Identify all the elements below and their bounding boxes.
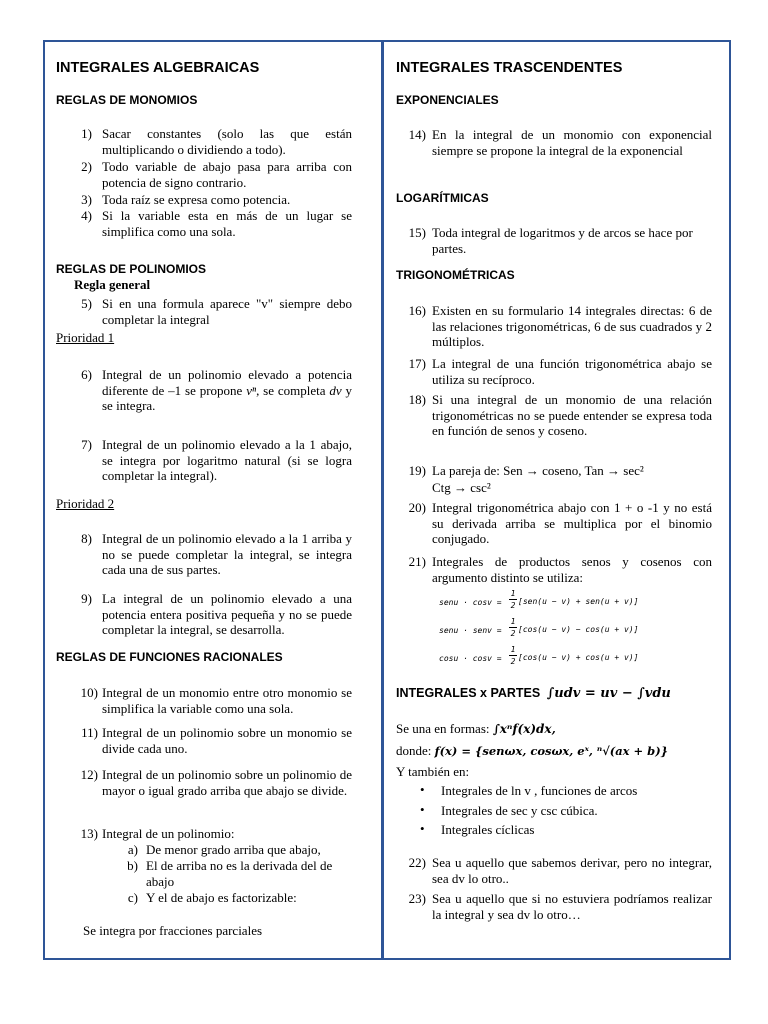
- sub-item: Y el de abajo es factorizable:: [146, 890, 297, 905]
- fraction-numerator: 1: [510, 645, 516, 654]
- item-number: 6): [81, 367, 92, 382]
- list-item: Sea u aquello que si no estuviera podríamos realizar la integral y sea dv lo otro…: [432, 891, 712, 922]
- formula-cosu-cosv-lhs: cosu · cosv =: [439, 654, 502, 663]
- list-item-continuation: Ctg → csc²: [432, 480, 491, 495]
- partes-line-2-text: donde:: [396, 743, 432, 758]
- sub-item: De menor grado arriba que abajo,: [146, 842, 321, 857]
- logaritmicas-heading: LOGARÍTMICAS: [396, 191, 489, 205]
- fraction-denominator: 2: [510, 601, 516, 610]
- fraction-bar: [509, 599, 517, 600]
- formula-senu-cosv-lhs: senu · cosv =: [439, 598, 502, 607]
- list-item: Integral de un polinomio sobre un polinomio de mayor o igual grado arriba que abajo se divide.: [102, 767, 352, 798]
- item-number: 16): [408, 303, 426, 318]
- formula-senu-senv-rhs: [cos(u − v) − cos(u + v)]: [518, 625, 639, 634]
- item-number: 8): [81, 531, 92, 546]
- bullet-dot: •: [420, 821, 425, 836]
- list-item: La pareja de: Sen → coseno, Tan → sec²: [432, 463, 644, 478]
- item6-text-b: , se completa: [256, 382, 326, 398]
- sub-item-letter: b): [127, 858, 138, 873]
- prioridad-1-label: Prioridad 1: [56, 330, 115, 345]
- bullet-dot: •: [420, 802, 425, 817]
- bullet-dot: •: [420, 782, 425, 797]
- fraction-bar: [509, 627, 517, 628]
- list-item: Todo variable de abajo pasa para arriba con potencia de signo contrario.: [102, 159, 352, 190]
- item-number: 15): [408, 225, 426, 240]
- sub-item-letter: a): [127, 842, 138, 857]
- polinomios-heading: REGLAS DE POLINOMIOS: [56, 262, 207, 276]
- list-item: Toda integral de logaritmos y de arcos se hace por partes.: [432, 225, 693, 256]
- partes-line-2: [396, 743, 668, 760]
- item-number: 13): [80, 826, 98, 841]
- list-item: Toda raíz se expresa como potencia.: [102, 192, 291, 207]
- item6-text-a: Integral de un polinomio elevado a potencia diferente de –1 se propone: [102, 367, 352, 398]
- partes-line-1: [396, 721, 556, 738]
- item-number: 21): [408, 554, 426, 569]
- bullet-item: Integrales de sec y csc cúbica.: [441, 803, 598, 818]
- item-number: 9): [81, 591, 92, 606]
- v-power-n-symbol: vⁿ: [246, 382, 257, 398]
- dv-symbol: dv: [329, 382, 342, 398]
- partes-heading-label: INTEGRALES x PARTES: [396, 686, 541, 700]
- left-title: INTEGRALES ALGEBRAICAS: [56, 60, 260, 76]
- formula-cosu-cosv-rhs: [cos(u − v) + cos(u + v)]: [518, 653, 639, 662]
- item-number: 17): [408, 356, 426, 371]
- list-item: La integral de un polinomio elevado a una potencia entera positiva pequeña y no se puede completar la integral, se desarrolla.: [102, 591, 352, 637]
- list-item: Si una integral de un monomio de una relación trigonométricas no se puede entender se expresa toda en función de senos y coseno.: [432, 392, 712, 438]
- item6-text-c: y se integra.: [102, 382, 353, 413]
- item-number: 22): [408, 855, 426, 870]
- formula-senu-senv-lhs: senu · senv =: [439, 626, 502, 635]
- fraction-denominator: 2: [510, 657, 516, 666]
- item-number: 18): [408, 392, 426, 407]
- fraction-denominator: 2: [510, 629, 516, 638]
- bullet-item: Integrales cíclicas: [441, 822, 535, 837]
- sub-item: El de arriba no es la derivada del de abajo: [146, 858, 333, 889]
- regla-general-label: Regla general: [74, 277, 151, 292]
- partes-line-1-text: Se una en formas:: [396, 721, 490, 736]
- partes-line-1-formula: ∫xⁿf(x)dx,: [492, 722, 556, 736]
- column-divider: [381, 40, 384, 960]
- bullet-item: Integrales de ln v , funciones de arcos: [441, 783, 638, 798]
- list-item: La integral de una función trigonométrica abajo se utiliza su recíproco.: [432, 356, 712, 387]
- fraction-bar: [509, 655, 517, 656]
- partes-line-2-formula: f(x) = {senωx, cosωx, eˣ, ⁿ√(ax + b)}: [434, 744, 669, 758]
- list-item: Sacar constantes (solo las que están multiplicando o dividiendo a todo).: [102, 126, 352, 157]
- list-item: Integral trigonométrica abajo con 1 + o -1 y no está su derivada arriba se multiplica por el binomio conjugado.: [432, 500, 712, 546]
- partes-heading: [396, 686, 671, 701]
- item-number: 1): [81, 126, 92, 141]
- item-number: 10): [80, 685, 98, 700]
- item-number: 19): [408, 463, 426, 478]
- partes-line-3: Y también en:: [396, 764, 470, 779]
- list-item: Existen en su formulario 14 integrales directas: 6 de las relaciones trigonométricas, 6 de sus cuadrados y 2 múltiplos.: [432, 303, 712, 349]
- monomios-heading: REGLAS DE MONOMIOS: [56, 93, 198, 107]
- fraction-numerator: 1: [510, 617, 516, 626]
- item-number: 14): [408, 127, 426, 142]
- list-item: Sea u aquello que sabemos derivar, pero no integrar, sea dv lo otro..: [432, 855, 712, 886]
- trigonometricas-heading: TRIGONOMÉTRICAS: [396, 268, 515, 282]
- list-item: Si la variable esta en más de un lugar se simplifica como una sola.: [102, 208, 352, 239]
- item-number: 4): [81, 208, 92, 223]
- item-number: 3): [81, 192, 92, 207]
- item-number: 5): [81, 296, 92, 311]
- item-number: 23): [408, 891, 426, 906]
- list-item: Integrales de productos senos y cosenos con argumento distinto se utiliza:: [432, 554, 712, 585]
- item-number: 11): [81, 725, 98, 740]
- racionales-heading: REGLAS DE FUNCIONES RACIONALES: [56, 650, 283, 664]
- fracciones-parciales-note: Se integra por fracciones parciales: [83, 923, 263, 938]
- list-item: [102, 367, 352, 414]
- list-item: Integral de un polinomio:: [102, 826, 235, 841]
- item-number: 7): [81, 437, 92, 452]
- prioridad-2-label: Prioridad 2: [56, 496, 115, 511]
- partes-formula: ∫udv = uv − ∫vdu: [546, 686, 671, 701]
- list-item: Integral de un polinomio elevado a la 1 abajo, se integra por logaritmo natural (si se logra completar la integral).: [102, 437, 352, 483]
- item-number: 12): [80, 767, 98, 782]
- list-item: Integral de un monomio entre otro monomio se simplifica la variable como una sola.: [102, 685, 352, 716]
- list-item: Si en una formula aparece "v" siempre debo completar la integral: [102, 296, 352, 327]
- right-title: INTEGRALES TRASCENDENTES: [396, 60, 623, 76]
- exponenciales-heading: EXPONENCIALES: [396, 93, 499, 107]
- list-item: Integral de un polinomio elevado a la 1 arriba y no se puede completar la integral, se integra cada una de sus partes.: [102, 531, 352, 577]
- item-number: 2): [81, 159, 92, 174]
- sub-item-letter: c): [127, 890, 138, 905]
- fraction-numerator: 1: [510, 589, 516, 598]
- list-item: En la integral de un monomio con exponencial siempre se propone la integral de la exponencial: [432, 127, 712, 158]
- formula-senu-cosv-rhs: [sen(u − v) + sen(u + v)]: [518, 597, 639, 606]
- item-number: 20): [408, 500, 426, 515]
- list-item: Integral de un polinomio sobre un monomio se divide cada uno.: [102, 725, 352, 756]
